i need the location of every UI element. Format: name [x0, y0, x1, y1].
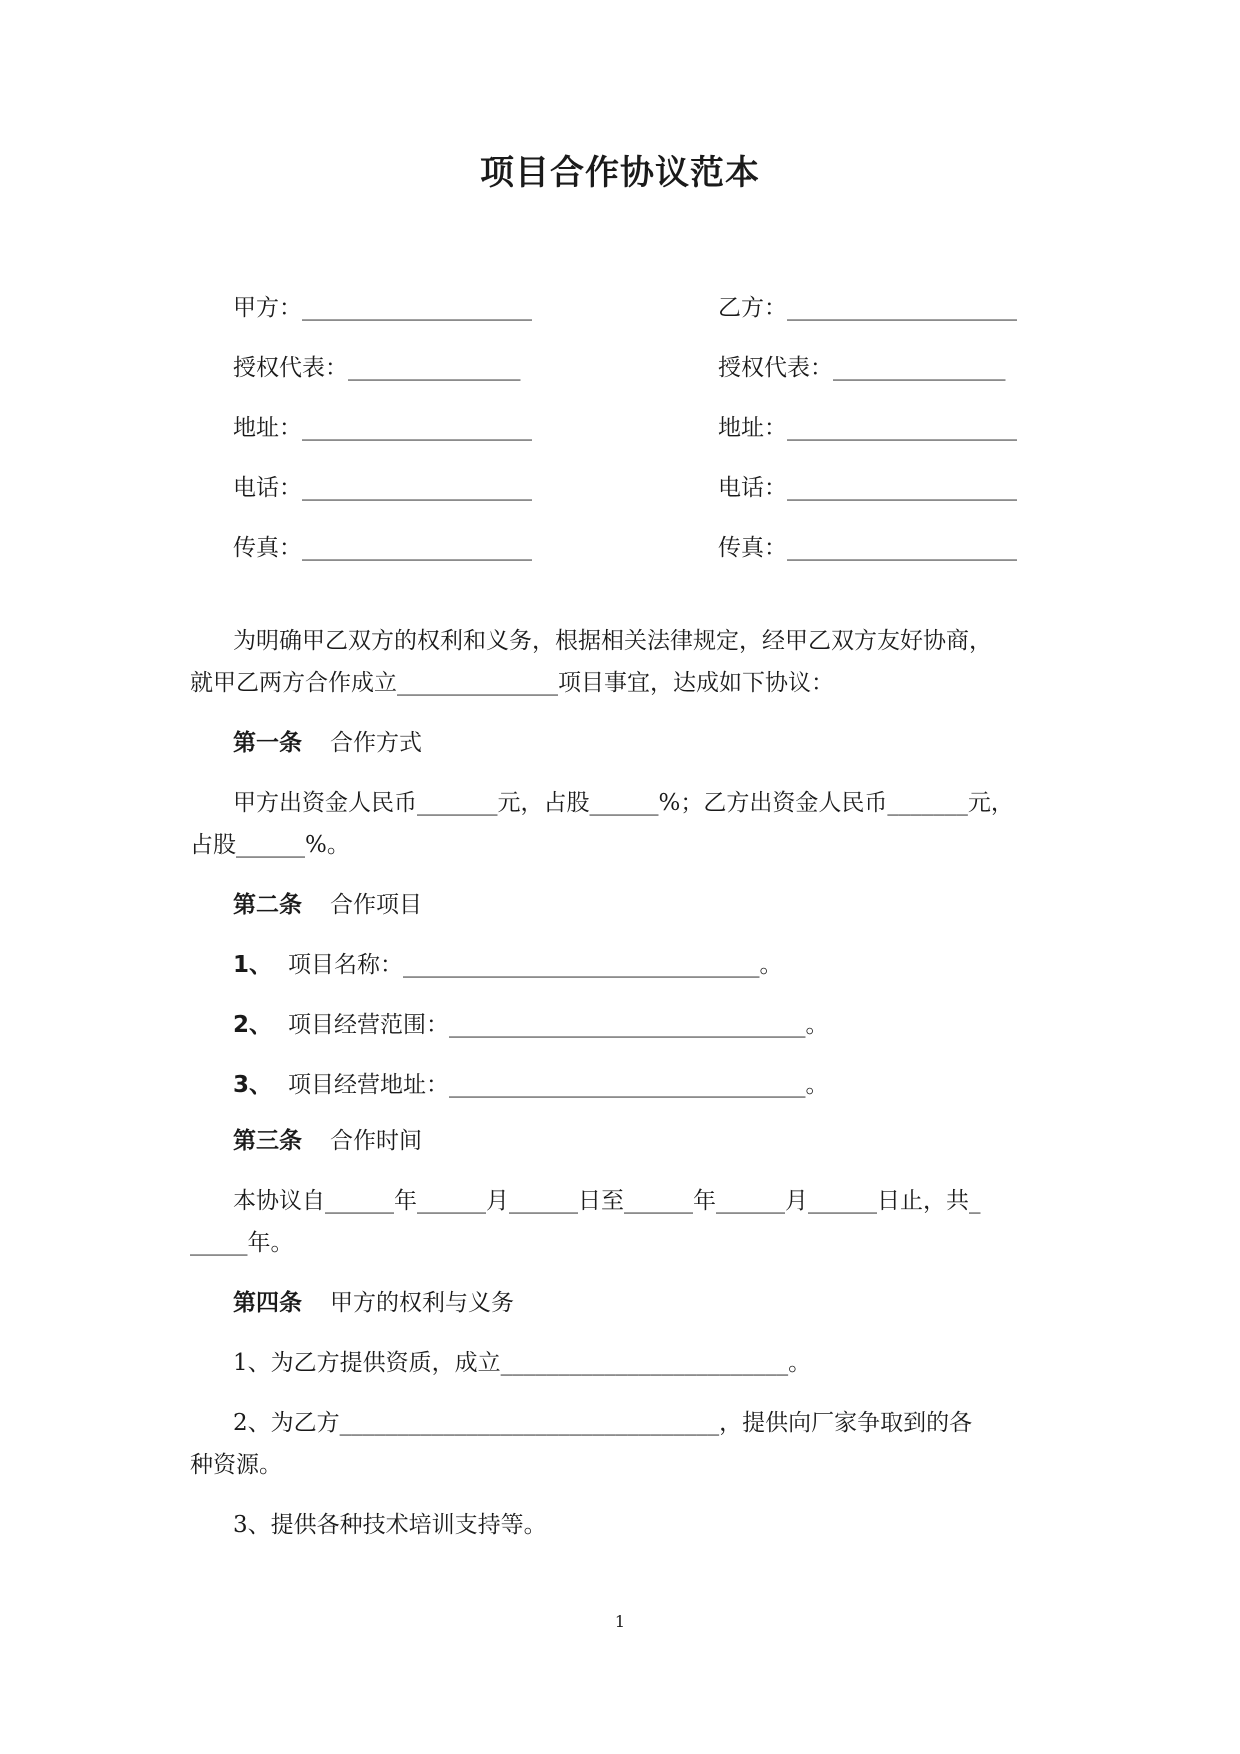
item-number: 1、	[233, 952, 273, 978]
item-text: 项目经营地址：_______________________________。	[288, 1072, 829, 1098]
party-row-party	[233, 262, 1053, 322]
article-4-item-2	[190, 1402, 1070, 1486]
article-4-heading	[190, 1282, 1070, 1324]
party-row-representative	[233, 322, 1053, 382]
article-2-title: 合作项目	[330, 892, 422, 918]
party-b-fax-field: 传真：____________________	[718, 535, 1017, 561]
article-4-item-3: 3、提供各种技术培训支持等。	[233, 1512, 547, 1538]
article-3-line-1: 本协议自______年______月______日至______年______月______日止，共_	[233, 1188, 981, 1214]
item-number: 3、	[233, 1072, 273, 1098]
party-b-representative-field: 授权代表：_______________	[718, 355, 1006, 381]
article-2-label: 第二条	[233, 892, 302, 918]
intro-paragraph	[190, 620, 1070, 704]
party-info-grid	[233, 262, 1053, 562]
article-3-label: 第三条	[233, 1128, 302, 1154]
party-row-fax	[233, 502, 1053, 562]
item-number: 2、	[233, 1012, 273, 1038]
article-3-line-2: _____年。	[190, 1230, 294, 1256]
article-3-body	[190, 1180, 1070, 1264]
party-b-phone-field: 电话：____________________	[718, 475, 1017, 501]
article-2-heading	[190, 884, 1070, 926]
article-1-line-1: 甲方出资金人民币_______元，占股______%；乙方出资金人民币_______元，	[233, 790, 1014, 816]
party-b-name-field: 乙方：____________________	[718, 295, 1017, 321]
article-4-item-1: 1、为乙方提供资质，成立_________________________。	[233, 1350, 812, 1376]
party-a-name-field: 甲方：____________________	[233, 295, 532, 321]
article-2-item-2	[190, 1004, 1070, 1046]
article-1-line-2: 占股______%。	[190, 832, 350, 858]
article-1-body	[190, 782, 1070, 866]
page-number: 1	[614, 1612, 626, 1631]
article-4-item-2-line-2: 种资源。	[190, 1452, 282, 1478]
article-4-item-2-line-1: 2、为乙方_________________________________，提供向厂家争取到的各	[233, 1410, 973, 1436]
article-2-item-1	[190, 944, 1070, 986]
article-2-item-3	[190, 1064, 1070, 1106]
intro-line-2: 就甲乙两方合作成立______________项目事宜，达成如下协议：	[190, 670, 834, 696]
party-b-address-field: 地址：____________________	[718, 415, 1017, 441]
party-row-address	[233, 382, 1053, 442]
article-1-label: 第一条	[233, 730, 302, 756]
item-text: 项目名称：_______________________________。	[288, 952, 783, 978]
article-1-title: 合作方式	[330, 730, 422, 756]
article-3-heading	[190, 1120, 1070, 1162]
article-3-title: 合作时间	[330, 1128, 422, 1154]
party-a-phone-field: 电话：____________________	[233, 475, 532, 501]
article-4-title: 甲方的权利与义务	[330, 1290, 514, 1316]
intro-line-1: 为明确甲乙双方的权利和义务，根据相关法律规定，经甲乙双方友好协商，	[233, 628, 992, 654]
party-a-address-field: 地址：____________________	[233, 415, 532, 441]
party-row-phone	[233, 442, 1053, 502]
article-4-label: 第四条	[233, 1290, 302, 1316]
party-a-representative-field: 授权代表：_______________	[233, 355, 521, 381]
article-1-heading	[190, 722, 1070, 764]
party-a-fax-field: 传真：____________________	[233, 535, 532, 561]
item-text: 项目经营范围：_______________________________。	[288, 1012, 829, 1038]
document-title: 项目合作协议范本	[480, 153, 760, 193]
